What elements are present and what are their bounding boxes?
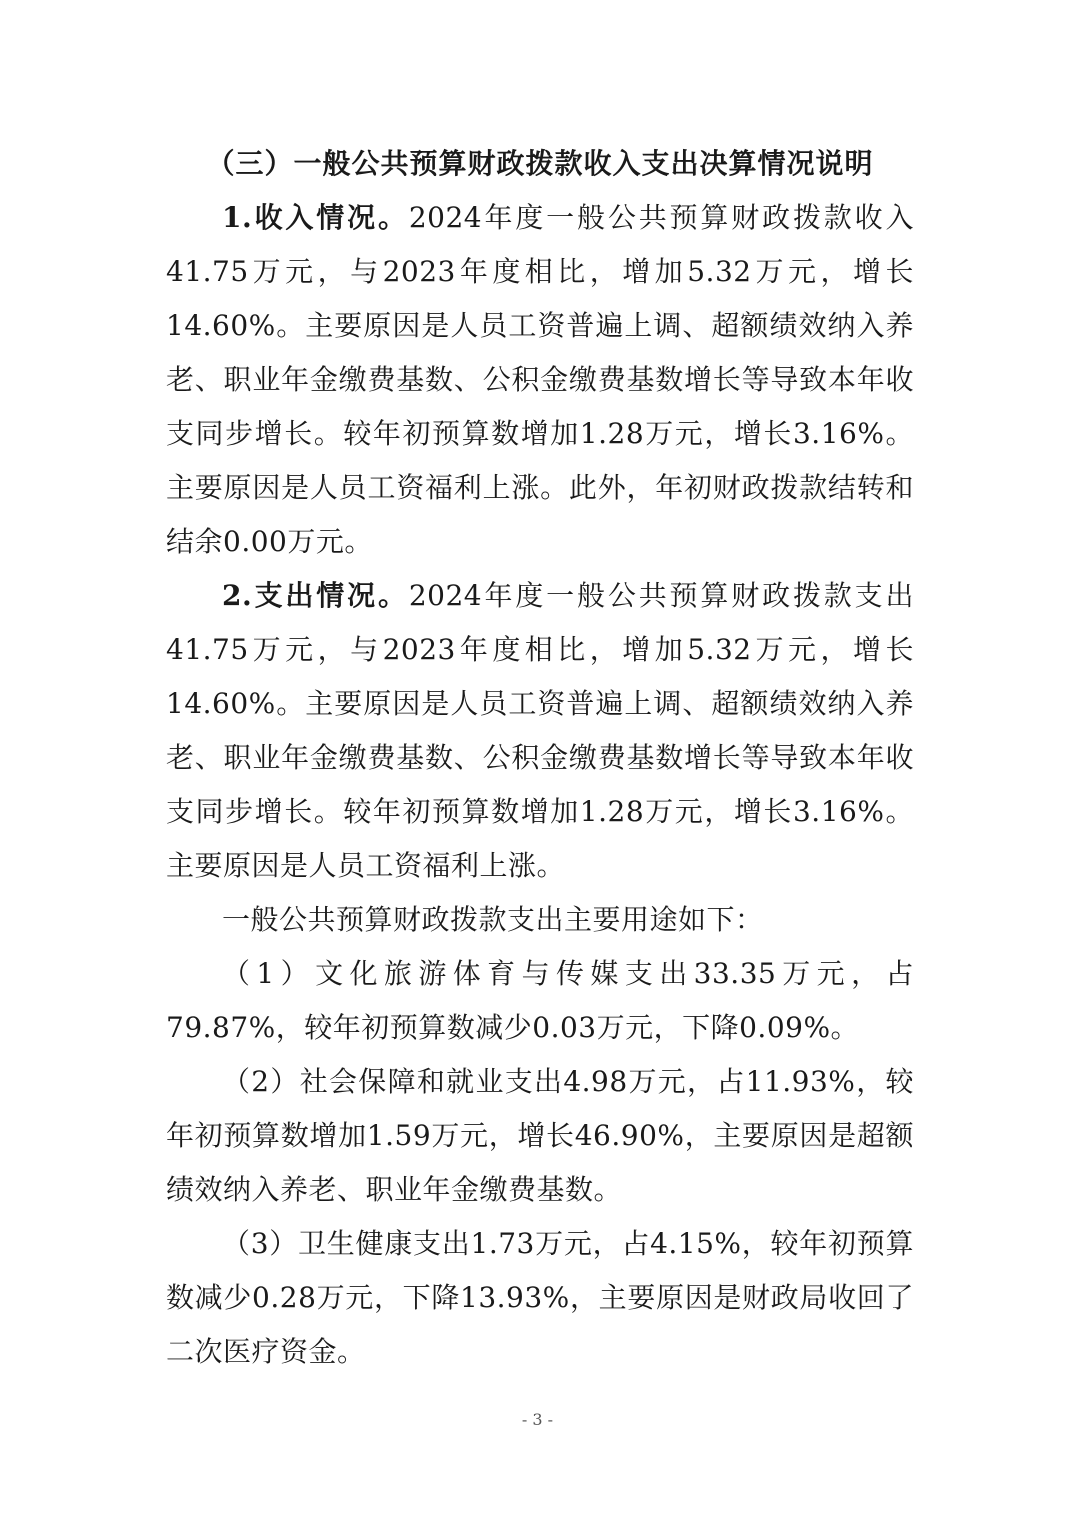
paragraph-text: 2024年度一般公共预算财政拨款支出41.75万元，与2023年度相比，增加5.32万元，增长14.60%。主要原因是人员工资普遍上调、超额绩效纳入养老、职业年金缴费基数、公积金缴费基数增长等导致本年收支同步增长。较年初预算数增加1.28万元，增长3.16%。主要原因是人员工资福利上涨。 bbox=[166, 579, 915, 882]
paragraph-expenditure bbox=[166, 569, 914, 893]
paragraph-text: （3）卫生健康支出1.73万元，占4.15%，较年初预算数减少0.28万元，下降13.93%，主要原因是财政局收回了二次医疗资金。 bbox=[166, 1227, 914, 1368]
paragraph-text: 2024年度一般公共预算财政拨款收入41.75万元，与2023年度相比，增加5.32万元，增长14.60%。主要原因是人员工资普遍上调、超额绩效纳入养老、职业年金缴费基数、公积金缴费基数增长等导致本年收支同步增长。较年初预算数增加1.28万元，增长3.16%。主要原因是人员工资福利上涨。此外，年初财政拨款结转和结余0.00万元。 bbox=[166, 201, 915, 558]
paragraph-text: 一般公共预算财政拨款支出主要用途如下： bbox=[222, 903, 764, 936]
paragraph-item-1 bbox=[166, 947, 914, 1055]
paragraph-lead: 1.收入情况。 bbox=[222, 201, 409, 234]
section-heading: （三）一般公共预算财政拨款收入支出决算情况说明 bbox=[206, 147, 874, 180]
page-number: - 3 - bbox=[521, 1410, 554, 1429]
paragraph-item-2 bbox=[166, 1055, 914, 1217]
body-text bbox=[166, 191, 914, 1379]
paragraph-text: （1）文化旅游体育与传媒支出33.35万元，占79.87%，较年初预算数减少0.03万元，下降0.09%。 bbox=[166, 957, 914, 1044]
paragraph-lead: 2.支出情况。 bbox=[222, 579, 409, 612]
paragraph-item-3 bbox=[166, 1217, 914, 1379]
paragraph-text: （2）社会保障和就业支出4.98万元，占11.93%，较年初预算数增加1.59万元，增长46.90%，主要原因是超额绩效纳入养老、职业年金缴费基数。 bbox=[166, 1065, 914, 1206]
paragraph-uses-intro bbox=[166, 893, 914, 947]
paragraph-income bbox=[166, 191, 914, 569]
